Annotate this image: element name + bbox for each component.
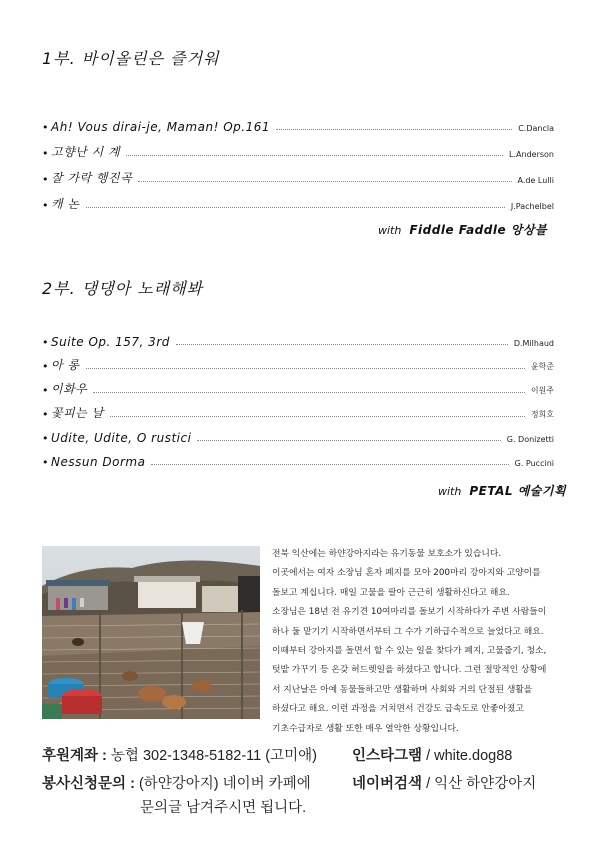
- naver-label: 네이버검색: [352, 776, 423, 792]
- part2-title: 2부. 댕댕아 노래해봐: [42, 279, 204, 298]
- dot-leader: [138, 181, 511, 182]
- composer: 이원주: [530, 386, 554, 395]
- dot-leader: [110, 416, 525, 417]
- program-item: [42, 373, 554, 397]
- program-item: [42, 186, 554, 212]
- dot-leader: [151, 464, 508, 465]
- piece-title: 고향난 시 계: [51, 145, 121, 159]
- composer: C.Dancla: [518, 124, 554, 133]
- program-item: [42, 445, 554, 469]
- donation-value: 농협 302-1348-5182-11 (고미애): [110, 748, 317, 764]
- description-line: 이때부터 강아지를 돌면서 할 수 있는 일을 찾다가 폐지, 고물줍기, 청소,: [272, 646, 547, 657]
- shelter-description: [272, 545, 564, 739]
- dot-leader: [86, 368, 525, 369]
- piece-title: 아 롱: [51, 358, 80, 372]
- description-line: 이곳에서는 여자 소장님 혼자 폐지를 모아 200마리 강아지와 고양이를: [272, 568, 541, 579]
- piece-title: 잘 가락 행진곡: [51, 171, 133, 185]
- composer: J.Pachelbel: [510, 202, 554, 211]
- part2-program-list: [42, 327, 554, 469]
- part2-performer: [438, 482, 566, 499]
- piece-title: 이화우: [51, 382, 88, 396]
- piece-title: Udite, Udite, O rustici: [51, 431, 192, 445]
- donation-label: 후원계좌 :: [42, 748, 107, 764]
- part1-performer: [378, 221, 547, 238]
- bullet-icon: •: [42, 456, 49, 469]
- description-line: 텃밭 가꾸기 등 온갖 허드렛일을 하셨다고 합니다. 그런 절망적인 상황에: [272, 665, 547, 676]
- dot-leader: [93, 392, 525, 393]
- piece-title: 캐 논: [51, 197, 80, 211]
- piece-title: Ah! Vous dirai-je, Maman! Op.161: [51, 120, 270, 134]
- instagram-label: 인스타그램: [352, 748, 423, 764]
- with-label: with: [438, 485, 462, 498]
- program-item: [42, 397, 554, 421]
- piece-title: Nessun Dorma: [51, 455, 146, 469]
- program-item: [42, 134, 554, 160]
- bullet-icon: •: [42, 384, 49, 397]
- naver-search-term: / 익산 하얀강아지: [422, 776, 537, 792]
- composer: G. Puccini: [514, 459, 554, 468]
- ensemble-name: PETAL 예술기획: [469, 484, 567, 498]
- composer: G. Donizetti: [506, 435, 554, 444]
- part1-title: 1부. 바이올린은 즐거워: [42, 49, 220, 68]
- bullet-icon: •: [42, 408, 49, 421]
- dot-leader: [176, 344, 508, 345]
- description-line: 하나 둘 맡기기 시작하면서부터 그 수가 기하급수적으로 늘었다고 해요.: [272, 626, 544, 637]
- bullet-icon: •: [42, 199, 49, 212]
- program-item: [42, 327, 554, 349]
- description-line: 돌보고 계십니다. 매일 고물을 팔아 근근히 생활하신다고 해요.: [272, 587, 510, 598]
- program-item: [42, 421, 554, 445]
- naver-search-info: [352, 772, 536, 793]
- volunteer-inquiry-line2: 문의글 남겨주시면 됩니다.: [140, 800, 307, 816]
- shelter-photo-drawing: [42, 546, 260, 719]
- dot-leader: [86, 207, 505, 208]
- dot-leader: [126, 155, 503, 156]
- bullet-icon: •: [42, 173, 49, 186]
- bullet-icon: •: [42, 360, 49, 373]
- description-line: 전북 익산에는 하얀강아지라는 유기동물 보호소가 있습니다.: [272, 549, 502, 559]
- program-item: [42, 349, 554, 373]
- composer: L.Anderson: [509, 150, 554, 159]
- volunteer-value: (하얀강아지) 네이버 카페에: [138, 776, 311, 792]
- description-line: 소장님은 18년 전 유기견 10여마리를 돌보기 시작하다가 주변 사람들이: [272, 607, 547, 618]
- dot-leader: [197, 440, 500, 441]
- program-item: [42, 108, 554, 134]
- description-line: 기초수급자로 생활 또한 매우 열악한 상황입니다.: [272, 723, 459, 734]
- composer: D.Milhaud: [513, 339, 554, 348]
- part1-program-list: [42, 108, 554, 212]
- ensemble-name: Fiddle Faddle 앙상블: [409, 223, 548, 237]
- description-line: 하셨다고 해요. 이런 과정을 거치면서 건강도 급속도로 안좋아졌고: [272, 704, 524, 715]
- donation-account: [42, 744, 317, 765]
- shelter-photo: [42, 546, 260, 719]
- program-item: [42, 160, 554, 186]
- description-line: 서 지난날은 아예 동물들하고만 생활하며 사회와 거의 단절된 생활을: [272, 684, 533, 695]
- bullet-icon: •: [42, 147, 49, 160]
- instagram-handle: / white.dog88: [422, 748, 513, 764]
- piece-title: 꽃피는 날: [51, 406, 104, 420]
- bullet-icon: •: [42, 336, 49, 349]
- composer: A.de Lulli: [517, 176, 554, 185]
- volunteer-label: 봉사신청문의 :: [42, 776, 135, 792]
- bullet-icon: •: [42, 121, 49, 134]
- instagram-info: [352, 744, 512, 765]
- piece-title: Suite Op. 157, 3rd: [51, 335, 170, 349]
- with-label: with: [378, 224, 402, 237]
- bullet-icon: •: [42, 432, 49, 445]
- dot-leader: [276, 129, 512, 130]
- composer: 윤학준: [530, 362, 554, 371]
- composer: 정희호: [530, 410, 554, 419]
- volunteer-inquiry: [42, 772, 311, 793]
